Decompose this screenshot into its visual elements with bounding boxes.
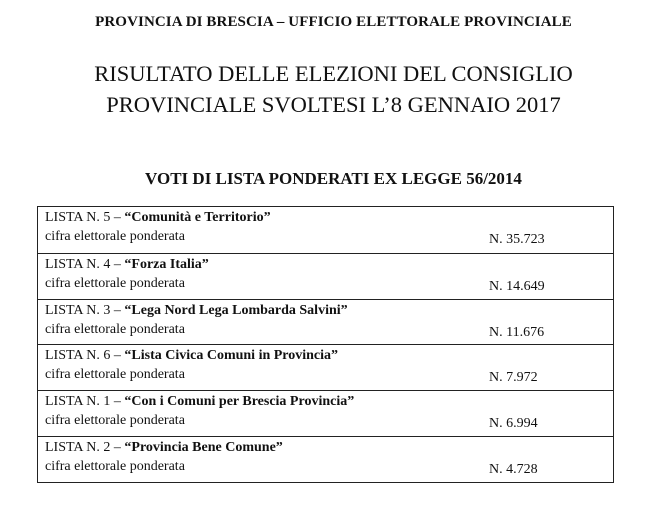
result-row [38,436,613,482]
list-description: cifra elettorale ponderata [45,275,185,291]
list-line [45,210,271,226]
title-line-2: PROVINCIALE SVOLTESI L’8 GENNAIO 2017 [106,92,561,117]
list-description: cifra elettorale ponderata [45,367,185,383]
list-name: “Forza Italia” [124,256,209,272]
result-row [38,299,613,345]
list-description: cifra elettorale ponderata [45,458,185,474]
list-description: cifra elettorale ponderata [45,413,185,429]
list-name: “Lista Civica Comuni in Provincia” [124,348,339,364]
list-number: LISTA N. 1 – [45,394,125,410]
result-row [38,344,613,390]
document-header: PROVINCIA DI BRESCIA – UFFICIO ELETTORALE PROVINCIALE [95,14,572,30]
results-table [37,206,614,483]
table-subtitle: VOTI DI LISTA PONDERATI EX LEGGE 56/2014 [145,169,522,188]
list-number: LISTA N. 4 – [45,256,125,272]
list-name: “Provincia Bene Comune” [124,439,283,455]
list-number: LISTA N. 6 – [45,348,125,364]
title-line-1: RISULTATO DELLE ELEZIONI DEL CONSIGLIO [94,61,573,86]
result-row [38,390,613,436]
weighted-votes: N. 11.676 [489,324,545,340]
list-line [45,257,209,273]
weighted-votes: N. 6.994 [489,416,538,432]
result-row [38,207,613,253]
weighted-votes: N. 14.649 [489,278,545,294]
weighted-votes: N. 35.723 [489,232,545,247]
list-name: “Comunità e Territorio” [124,210,271,225]
list-description: cifra elettorale ponderata [45,321,185,337]
list-description: cifra elettorale ponderata [45,229,185,244]
document-title [0,58,667,120]
list-name: “Lega Nord Lega Lombarda Salvini” [124,302,348,318]
list-line [45,303,348,319]
list-number: LISTA N. 2 – [45,439,125,455]
list-number: LISTA N. 5 – [45,210,125,225]
list-name: “Con i Comuni per Brescia Provincia” [124,394,355,410]
weighted-votes: N. 7.972 [489,370,538,386]
result-row [38,253,613,299]
weighted-votes: N. 4.728 [489,461,538,477]
list-number: LISTA N. 3 – [45,302,125,318]
list-line [45,394,354,410]
list-line [45,348,338,364]
list-line [45,440,283,456]
